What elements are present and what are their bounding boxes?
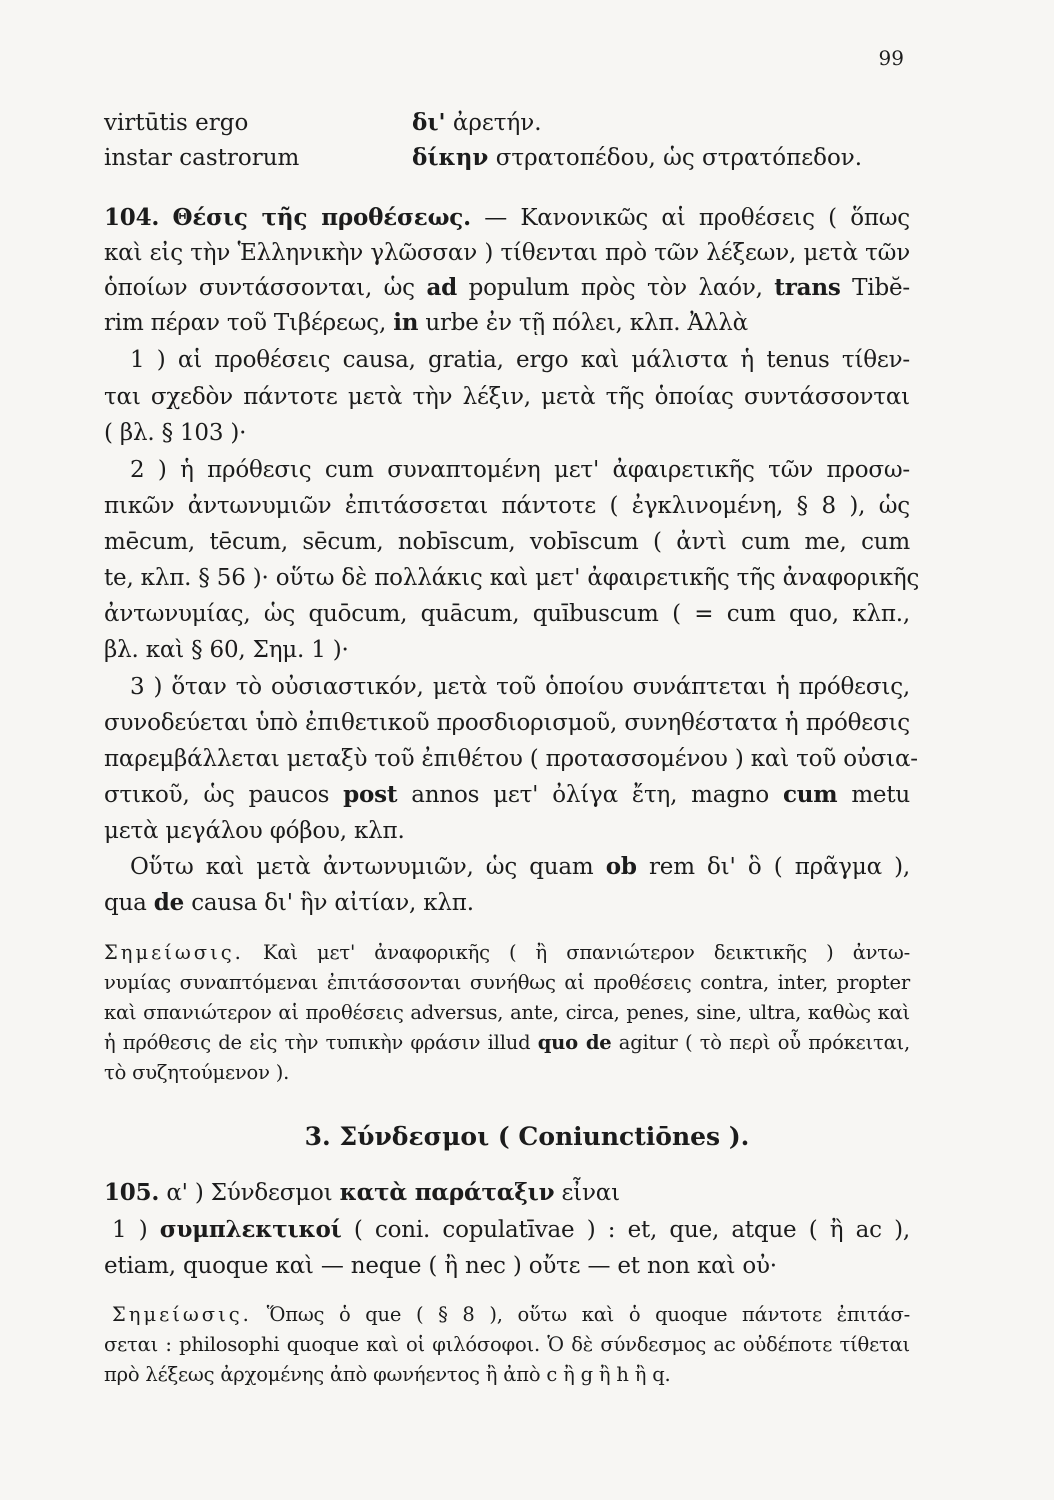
- text-line: ( βλ. § 103 )·: [104, 420, 247, 446]
- greek-term-bold: δίκην: [412, 144, 489, 171]
- text-line: 1 ) συμπλεκτικοί ( coni. copulatīvae ) : et, que, atque ( ἢ ac ),: [112, 1216, 910, 1243]
- text-line: — Κανονικῶς αἱ προθέσεις ( ὅπως: [470, 205, 910, 231]
- note-line: πρὸ λέξεως ἀρχομένης ἀπὸ φωνήεντος ἢ ἀπὸ c ἢ g ἢ h ἢ q.: [104, 1363, 671, 1386]
- text-line: συνοδεύεται ὑπὸ ἐπιθετικοῦ προσδιορισμοῦ, συνηθέστατα ἡ πρόθεσις: [104, 710, 910, 736]
- text-line: καὶ εἰς τὴν Ἑλληνικὴν γλῶσσαν ) τίθενται πρὸ τῶν λέξεων, μετὰ τῶν: [104, 240, 910, 266]
- table-row-greek: [412, 108, 542, 138]
- note-label: Σημείωσις.: [104, 941, 244, 964]
- text-line: μετὰ μεγάλου φόβου, κλπ.: [104, 818, 405, 844]
- note-line: σεται : philosophi quoque καὶ οἱ φιλόσοφοι. Ὁ δὲ σύνδεσμος ac οὐδέποτε τίθεται: [104, 1333, 910, 1356]
- note-line: καὶ σπανιώτερον αἱ προθέσεις adversus, ante, circa, penes, sine, ultra, καθὼς καὶ: [104, 1001, 910, 1024]
- note-line: τὸ συζητούμενον ).: [104, 1061, 290, 1084]
- text-line: 2 ) ἡ πρόθεσις cum συναπτομένη μετ' ἀφαιρετικῆς τῶν προσω-: [130, 457, 910, 483]
- greek-term-bold: δι': [412, 109, 446, 136]
- greek-term: ἀρετήν.: [445, 110, 542, 136]
- text-line: παρεμβάλλεται μεταξὺ τοῦ ἐπιθέτου ( προτασσομένου ) καὶ τοῦ οὐσια-: [104, 746, 918, 772]
- section-title: Θέσις τῆς προθέσεως.: [172, 204, 471, 231]
- text-line: te, κλπ. § 56 )· οὕτω δὲ πολλάκις καὶ μετ' ἀφαιρετικῆς τῆς ἀναφορικῆς: [104, 565, 920, 591]
- text-line: ται σχεδὸν πάντοτε μετὰ τὴν λέξιν, μετὰ τῆς ὁποίας συντάσσονται: [104, 384, 910, 410]
- page-number: 99: [878, 46, 904, 70]
- text-line: Οὕτω καὶ μετὰ ἀντωνυμιῶν, ὡς quam ob rem δι' ὃ ( πρᾶγμα ),: [130, 853, 910, 880]
- text-line: ἀντωνυμίας, ὡς quōcum, quācum, quībuscum ( = cum quo, κλπ.,: [104, 601, 910, 627]
- table-row: [104, 143, 299, 173]
- table-row-greek: [412, 143, 862, 173]
- note-line: ἡ πρόθεσις de εἰς τὴν τυπικὴν φράσιν illud quo de agitur ( τὸ περὶ οὗ πρόκειται,: [104, 1031, 910, 1054]
- note-label: Σημείωσις.: [112, 1303, 252, 1326]
- section-105-heading: 105. α' ) Σύνδεσμοι κατὰ παράταξιν εἶναι: [104, 1179, 620, 1206]
- text-line: etiam, quoque καὶ — neque ( ἢ nec ) οὔτε — et non καὶ οὐ·: [104, 1253, 777, 1279]
- section-number: 105.: [104, 1179, 160, 1206]
- section-104-heading: [104, 203, 910, 233]
- text-line: στικοῦ, ὡς paucos post annos μετ' ὀλίγα ἔτη, magno cum metu: [104, 781, 911, 808]
- latin-term: virtūtis ergo: [104, 110, 249, 136]
- section-heading: 3. Σύνδεσμοι ( Coniunctiōnes ).: [304, 1122, 750, 1151]
- text-line: 1 ) αἱ προθέσεις causa, gratia, ergo καὶ μάλιστα ἡ tenus τίθεν-: [130, 347, 910, 373]
- text-line: ὁποίων συντάσσονται, ὡς ad populum πρὸς τὸν λαόν, trans Tibĕ-: [104, 274, 910, 301]
- note-line: Σημείωσις. Καὶ μετ' ἀναφορικῆς ( ἢ σπανιώτερον δεικτικῆς ) ἀντω-: [104, 941, 910, 964]
- note-line: Σημείωσις. Ὅπως ὁ que ( § 8 ), οὕτω καὶ ὁ quoque πάντοτε ἐπιτάσ-: [112, 1303, 910, 1326]
- note-line: νυμίας συναπτόμεναι ἐπιτάσσονται συνήθως αἱ προθέσεις contra, inter, propter: [104, 971, 910, 994]
- text-line: rim πέραν τοῦ Τιβέρεως, in urbe ἐν τῇ πόλει, κλπ. Ἀλλὰ: [104, 309, 748, 336]
- text-line: βλ. καὶ § 60, Σημ. 1 )·: [104, 637, 349, 663]
- section-number: 104.: [104, 204, 160, 231]
- text-line: 3 ) ὅταν τὸ οὐσιαστικόν, μετὰ τοῦ ὁποίου συνάπτεται ἡ πρόθεσις,: [130, 674, 910, 700]
- text-line: qua de causa δι' ἣν αἰτίαν, κλπ.: [104, 889, 474, 916]
- table-row: [104, 108, 248, 138]
- text-line: πικῶν ἀντωνυμιῶν ἐπιτάσσεται πάντοτε ( ἐγκλινομένη, § 8 ), ὡς: [104, 493, 910, 519]
- greek-term: στρατοπέδου, ὡς στρατόπεδον.: [488, 145, 863, 171]
- text-line: mēcum, tēcum, sēcum, nobīscum, vobīscum ( ἀντὶ cum me, cum: [104, 529, 910, 555]
- latin-term: instar castrorum: [104, 145, 300, 171]
